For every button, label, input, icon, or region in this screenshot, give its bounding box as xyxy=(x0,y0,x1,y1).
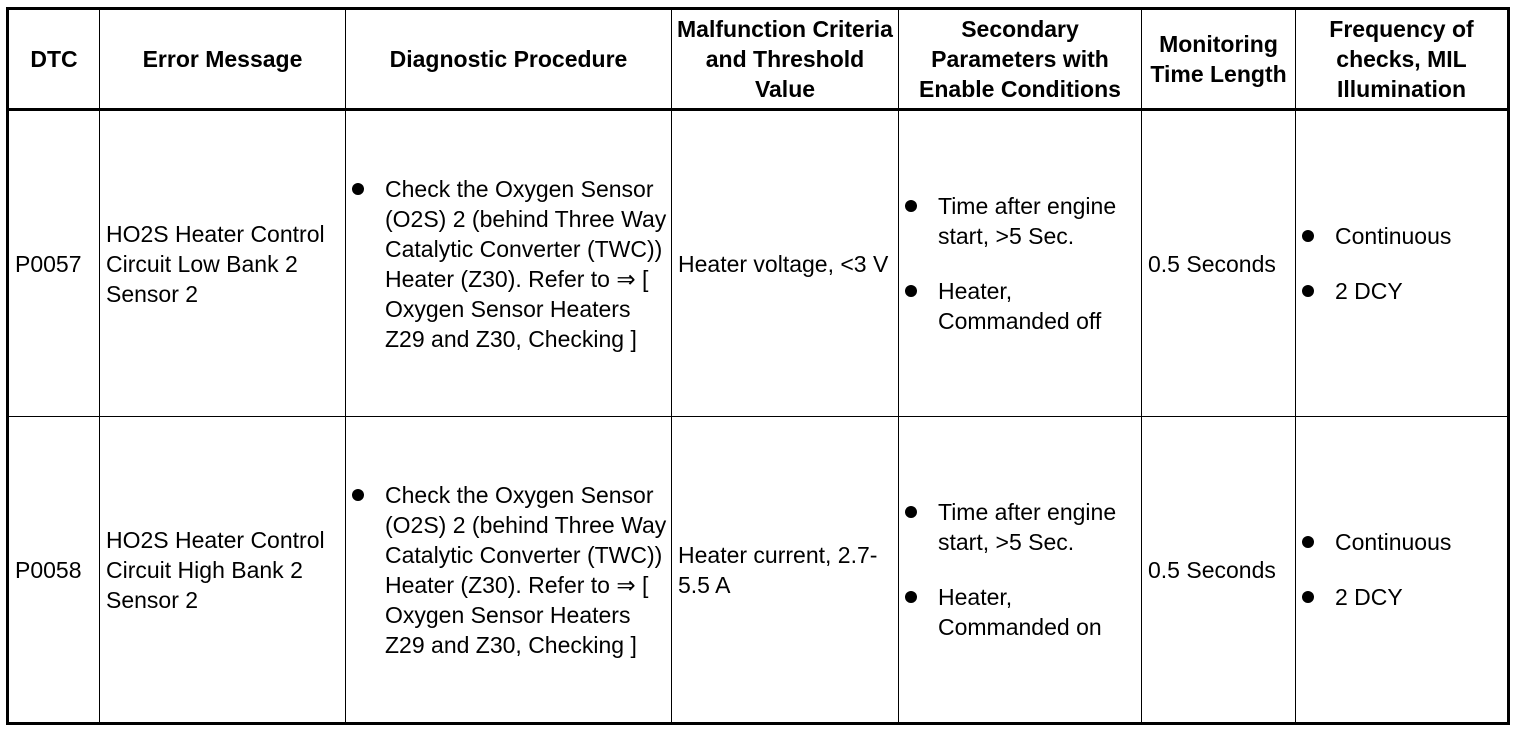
frequency-text: 2 DCY xyxy=(1335,584,1403,610)
condition-item xyxy=(905,191,1137,251)
dtc-code: P0057 xyxy=(8,110,100,417)
procedure-item xyxy=(352,480,667,660)
dtc-code: P0058 xyxy=(8,417,100,724)
condition-text: Time after engine start, >5 Sec. xyxy=(938,193,1117,249)
procedure-item xyxy=(352,174,667,354)
bullet-icon xyxy=(905,506,917,518)
table-row xyxy=(8,110,1509,417)
frequency-item xyxy=(1302,276,1503,306)
bullet-icon xyxy=(905,285,917,297)
procedure-text: Check the Oxygen Sensor (O2S) 2 (behind Three Way Catalytic Converter (TWC)) Heater (Z30). Refer to ⇒ [ Oxygen Sensor Heaters Z29 and Z30, Checking ] xyxy=(385,175,667,352)
bullet-icon xyxy=(352,183,364,195)
malfunction-criteria: Heater current, 2.7-5.5 A xyxy=(672,417,899,724)
bullet-icon xyxy=(1302,285,1314,297)
frequency-text: 2 DCY xyxy=(1335,278,1403,304)
error-message: HO2S Heater Control Circuit Low Bank 2 Sensor 2 xyxy=(100,110,346,417)
header-secondary-parameters: Secondary Parameters with Enable Conditions xyxy=(899,9,1142,110)
condition-item xyxy=(905,276,1137,336)
table-row xyxy=(8,417,1509,724)
frequency-text: Continuous xyxy=(1335,223,1452,249)
monitoring-time: 0.5 Seconds xyxy=(1142,110,1296,417)
malfunction-criteria: Heater voltage, <3 V xyxy=(672,110,899,417)
header-malfunction-criteria: Malfunction Criteria and Threshold Value xyxy=(672,9,899,110)
header-frequency: Frequency of checks, MIL Illumination xyxy=(1296,9,1509,110)
condition-item xyxy=(905,497,1137,557)
bullet-icon xyxy=(905,200,917,212)
frequency-item xyxy=(1302,527,1503,557)
frequency-text: Continuous xyxy=(1335,529,1452,555)
condition-item xyxy=(905,582,1137,642)
header-dtc: DTC xyxy=(8,9,100,110)
header-row xyxy=(8,9,1509,110)
error-message: HO2S Heater Control Circuit High Bank 2 Sensor 2 xyxy=(100,417,346,724)
frequency-item xyxy=(1302,221,1503,251)
diagnostic-procedure xyxy=(346,417,672,724)
dtc-table xyxy=(6,7,1510,725)
header-diagnostic-procedure: Diagnostic Procedure xyxy=(346,9,672,110)
monitoring-time: 0.5 Seconds xyxy=(1142,417,1296,724)
condition-text: Heater, Commanded on xyxy=(938,584,1102,640)
bullet-icon xyxy=(1302,536,1314,548)
bullet-icon xyxy=(1302,591,1314,603)
bullet-icon xyxy=(1302,230,1314,242)
header-error-message: Error Message xyxy=(100,9,346,110)
condition-text: Heater, Commanded off xyxy=(938,278,1102,334)
header-monitoring-time: Monitoring Time Length xyxy=(1142,9,1296,110)
bullet-icon xyxy=(905,591,917,603)
frequency-item xyxy=(1302,582,1503,612)
enable-conditions xyxy=(899,417,1142,724)
frequency xyxy=(1296,110,1509,417)
diagnostic-procedure xyxy=(346,110,672,417)
enable-conditions xyxy=(899,110,1142,417)
frequency xyxy=(1296,417,1509,724)
bullet-icon xyxy=(352,489,364,501)
condition-text: Time after engine start, >5 Sec. xyxy=(938,499,1117,555)
procedure-text: Check the Oxygen Sensor (O2S) 2 (behind Three Way Catalytic Converter (TWC)) Heater (Z30). Refer to ⇒ [ Oxygen Sensor Heaters Z29 and Z30, Checking ] xyxy=(385,481,667,658)
